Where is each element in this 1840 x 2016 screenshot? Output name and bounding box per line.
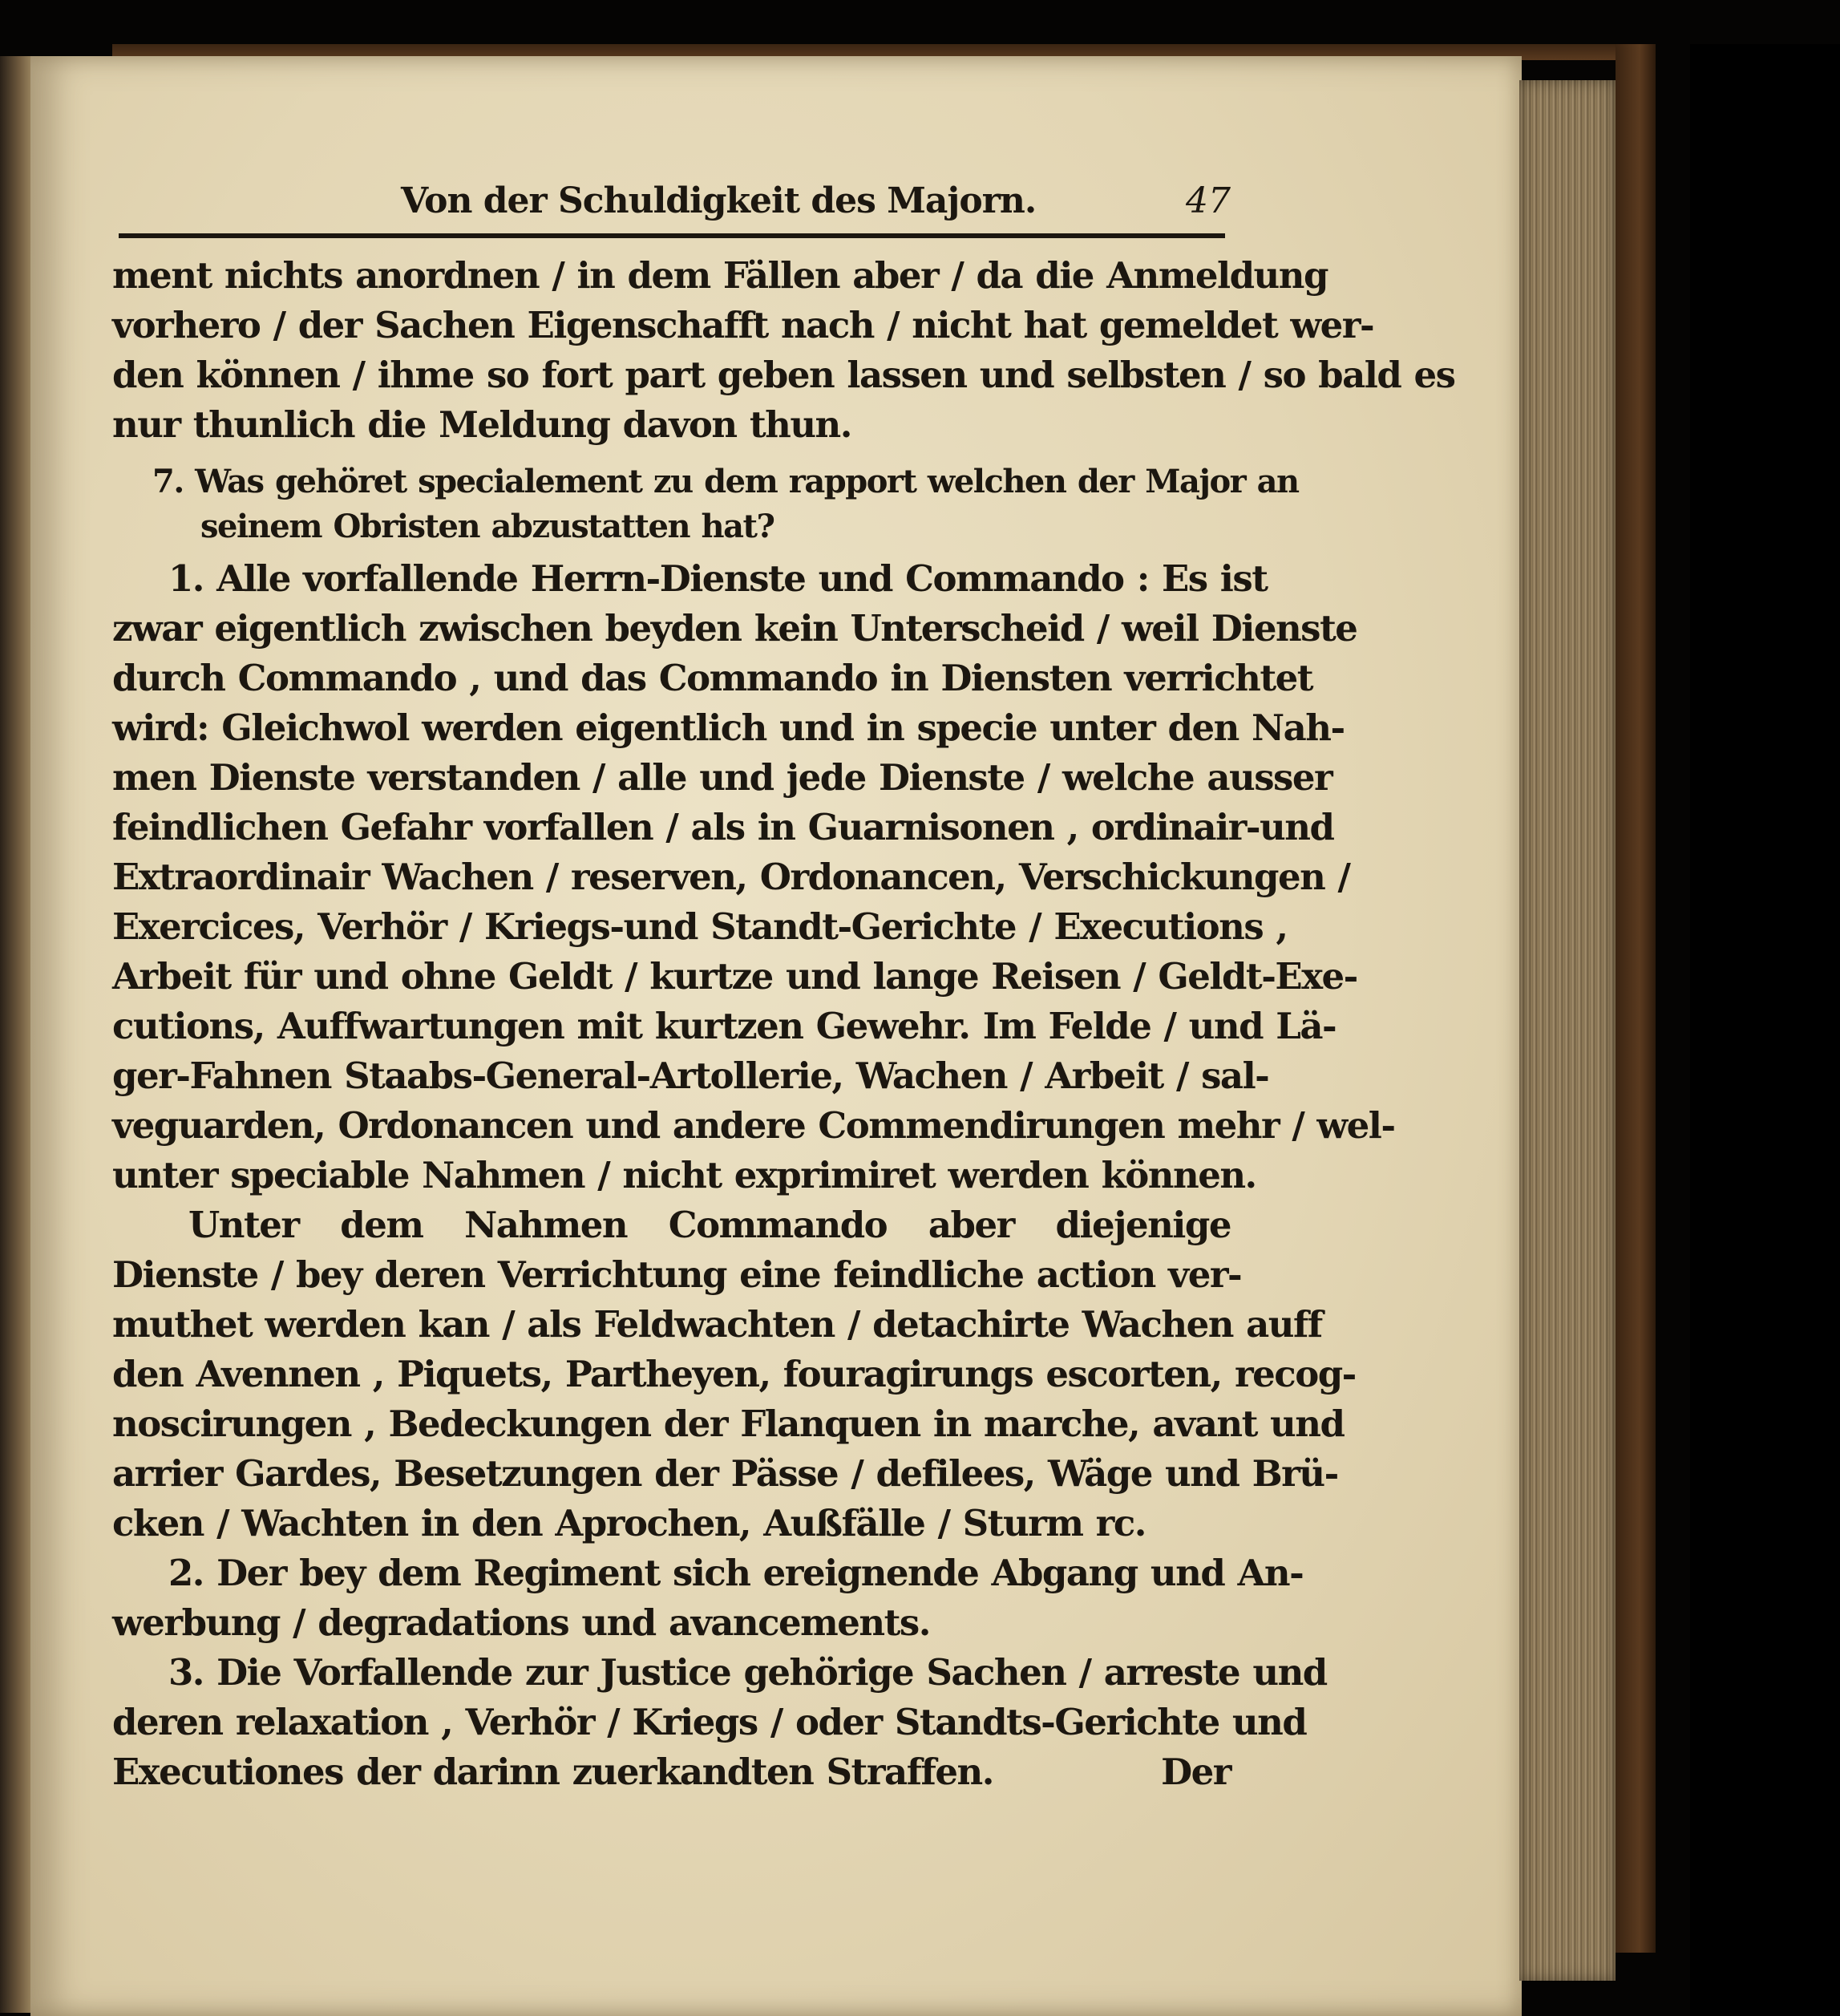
text-line: nur thunlich die Meldung davon thun. xyxy=(112,403,851,446)
text-line: deren relaxation , Verhör / Kriegs / oder Standts-Gerichte und xyxy=(112,1701,1307,1743)
text-line: feindlichen Gefahr vorfallen / als in Guarnisonen , ordinair-und xyxy=(112,806,1334,848)
question-line: seinem Obristen abzustatten hat? xyxy=(200,508,774,545)
running-head-title: Von der Schuldigkeit des Majorn. xyxy=(401,180,1037,221)
page-number: 47 xyxy=(1186,180,1231,221)
page-text-block xyxy=(112,180,1455,1797)
text-line: werbung / degradations und avancements. xyxy=(112,1601,930,1644)
text-line: durch Commando , und das Commando in Diensten verrichtet xyxy=(112,657,1313,699)
body-text xyxy=(112,251,1455,1797)
text-line: Extraordinair Wachen / reserven, Ordonancen, Verschickungen / xyxy=(112,856,1350,898)
text-line: 1. Alle vorfallende Herrn-Dienste und Commando : Es ist xyxy=(168,557,1268,600)
last-line-with-catchword xyxy=(112,1747,1231,1797)
text-line: wird: Gleichwol werden eigentlich und in specie unter den Nah- xyxy=(112,706,1345,749)
text-line: 2. Der bey dem Regiment sich ereignende Abgang und An- xyxy=(168,1552,1304,1594)
text-line: vorhero / der Sachen Eigenschafft nach / nicht hat gemeldet wer- xyxy=(112,304,1374,346)
text-line: men Dienste verstanden / alle und jede Dienste / welche ausser xyxy=(112,756,1332,799)
page-block-edge xyxy=(1519,80,1616,1981)
text-line: den Avennen , Piquets, Partheyen, fouragirungs escorten, recog- xyxy=(112,1353,1356,1395)
text-line: veguarden, Ordonancen und andere Commendirungen mehr / wel- xyxy=(112,1104,1395,1147)
text-line: cutions, Auffwartungen mit kurtzen Gewehr. Im Felde / und Lä- xyxy=(112,1005,1337,1047)
text-line: arrier Gardes, Besetzungen der Pässe / defilees, Wäge und Brü- xyxy=(112,1452,1338,1495)
text-line: cken / Wachten in den Aprochen, Außfälle / Sturm rc. xyxy=(112,1502,1146,1544)
text-line: noscirungen , Bedeckungen der Flanquen in marche, avant und xyxy=(112,1403,1345,1445)
question-line: 7. Was gehöret specialement zu dem rapport welchen der Major an xyxy=(152,463,1299,500)
text-line: Unter dem Nahmen Commando aber diejenige xyxy=(188,1204,1231,1246)
text-line: 3. Die Vorfallende zur Justice gehörige Sachen / arreste und xyxy=(168,1651,1327,1694)
text-line: Exercices, Verhör / Kriegs-und Standt-Gerichte / Executions , xyxy=(112,905,1288,948)
scan-background xyxy=(1690,44,1840,2016)
catchword: Der xyxy=(1161,1751,1231,1793)
text-line: Dienste / bey deren Verrichtung eine feindliche action ver- xyxy=(112,1253,1242,1296)
text-line: ger-Fahnen Staabs-General-Artollerie, Wachen / Arbeit / sal- xyxy=(112,1055,1269,1097)
running-head xyxy=(112,180,1231,237)
text-line: Arbeit für und ohne Geldt / kurtze und lange Reisen / Geldt-Exe- xyxy=(112,955,1357,998)
text-line: zwar eigentlich zwischen beyden kein Unterscheid / weil Dienste xyxy=(112,607,1357,650)
text-line: unter speciable Nahmen / nicht exprimiret werden können. xyxy=(112,1154,1256,1196)
text-line: ment nichts anordnen / in dem Fällen aber / da die Anmeldung xyxy=(112,254,1328,297)
text-line: muthet werden kan / als Feldwachten / detachirte Wachen auff xyxy=(112,1303,1322,1346)
text-line: den können / ihme so fort part geben lassen und selbsten / so bald es xyxy=(112,354,1455,396)
book-cover-spine xyxy=(1616,44,1656,1953)
book-gutter xyxy=(0,56,32,2013)
header-rule xyxy=(119,233,1225,238)
text-line: Executiones der darinn zuerkandten Straffen. xyxy=(112,1751,993,1793)
